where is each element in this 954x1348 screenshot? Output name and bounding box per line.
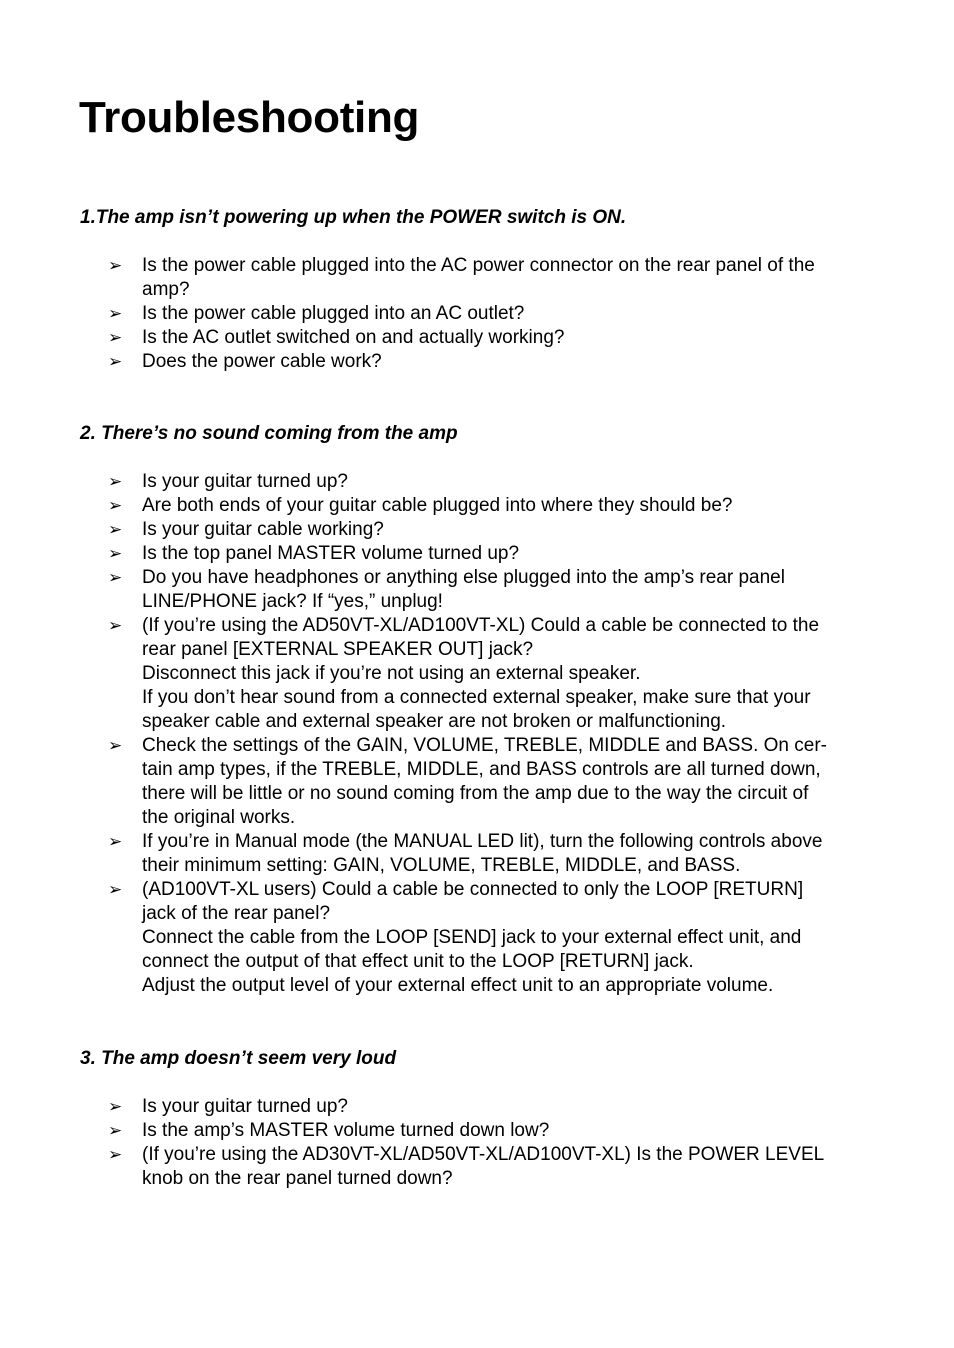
bullet-arrow-icon: ➢ <box>108 568 123 587</box>
item-text-line: there will be little or no sound coming from the amp due to the way the circuit of <box>142 783 809 804</box>
troubleshooting-item <box>0 350 954 374</box>
troubleshooting-item <box>0 542 954 566</box>
troubleshooting-item <box>0 830 954 878</box>
item-text-line: amp? <box>142 279 190 300</box>
bullet-arrow-icon: ➢ <box>108 1145 123 1164</box>
item-text-line: Does the power cable work? <box>142 351 382 372</box>
bullet-arrow-icon: ➢ <box>108 832 123 851</box>
troubleshooting-item <box>0 1095 954 1119</box>
item-text-line: Are both ends of your guitar cable plugged into where they should be? <box>142 495 733 516</box>
bullet-arrow-icon: ➢ <box>108 880 123 899</box>
troubleshooting-item <box>0 518 954 542</box>
item-text-line: Is your guitar turned up? <box>142 1096 348 1117</box>
bullet-arrow-icon: ➢ <box>108 736 123 755</box>
item-text-line: Connect the cable from the LOOP [SEND] jack to your external effect unit, and <box>142 927 802 948</box>
troubleshooting-item <box>0 302 954 326</box>
bullet-arrow-icon: ➢ <box>108 352 123 371</box>
item-text-line: Is the AC outlet switched on and actually working? <box>142 327 565 348</box>
item-text-line: Is your guitar cable working? <box>142 519 384 540</box>
item-text-line: knob on the rear panel turned down? <box>142 1168 453 1189</box>
item-text-line: (If you’re using the AD30VT-XL/AD50VT-XL/AD100VT-XL) Is the POWER LEVEL <box>142 1144 825 1165</box>
item-text-line: jack of the rear panel? <box>142 903 331 924</box>
item-text-line: Is the power cable plugged into an AC outlet? <box>142 303 525 324</box>
bullet-arrow-icon: ➢ <box>108 544 123 563</box>
troubleshooting-item <box>0 614 954 734</box>
item-text-line: If you don’t hear sound from a connected external speaker, make sure that your <box>142 687 811 708</box>
bullet-arrow-icon: ➢ <box>108 1097 123 1116</box>
bullet-arrow-icon: ➢ <box>108 328 123 347</box>
item-text-line: connect the output of that effect unit to the LOOP [RETURN] jack. <box>142 951 694 972</box>
bullet-arrow-icon: ➢ <box>108 256 123 275</box>
section-2-list <box>0 470 954 998</box>
item-text-line: If you’re in Manual mode (the MANUAL LED lit), turn the following controls above <box>142 831 823 852</box>
troubleshooting-item <box>0 470 954 494</box>
section-1-heading: 1.The amp isn’t powering up when the POWER switch is ON. <box>80 207 627 228</box>
item-text-line: speaker cable and external speaker are not broken or malfunctioning. <box>142 711 727 732</box>
item-text-line: their minimum setting: GAIN, VOLUME, TREBLE, MIDDLE, and BASS. <box>142 855 741 876</box>
section-2-heading: 2. There’s no sound coming from the amp <box>80 423 458 444</box>
item-text-line: Check the settings of the GAIN, VOLUME, TREBLE, MIDDLE and BASS. On cer- <box>142 735 827 756</box>
item-text-line: Adjust the output level of your external effect unit to an appropriate volume. <box>142 975 774 996</box>
item-text-line: Is your guitar turned up? <box>142 471 348 492</box>
troubleshooting-item <box>0 878 954 998</box>
troubleshooting-item <box>0 494 954 518</box>
item-text-line: Do you have headphones or anything else plugged into the amp’s rear panel <box>142 567 785 588</box>
bullet-arrow-icon: ➢ <box>108 496 123 515</box>
item-text-line: Is the amp’s MASTER volume turned down low? <box>142 1120 550 1141</box>
bullet-arrow-icon: ➢ <box>108 304 123 323</box>
bullet-arrow-icon: ➢ <box>108 472 123 491</box>
bullet-arrow-icon: ➢ <box>108 616 123 635</box>
section-1-list <box>0 254 954 374</box>
item-text-line: LINE/PHONE jack? If “yes,” unplug! <box>142 591 443 612</box>
item-text-line: Disconnect this jack if you’re not using an external speaker. <box>142 663 641 684</box>
troubleshooting-item <box>0 1143 954 1191</box>
item-text-line: the original works. <box>142 807 296 828</box>
item-text-line: (If you’re using the AD50VT-XL/AD100VT-XL) Could a cable be connected to the <box>142 615 820 636</box>
troubleshooting-item <box>0 734 954 830</box>
section-3-heading: 3. The amp doesn’t seem very loud <box>80 1048 397 1069</box>
item-text-line: (AD100VT-XL users) Could a cable be connected to only the LOOP [RETURN] <box>142 879 804 900</box>
item-text-line: Is the power cable plugged into the AC power connector on the rear panel of the <box>142 255 815 276</box>
item-text-line: tain amp types, if the TREBLE, MIDDLE, and BASS controls are all turned down, <box>142 759 821 780</box>
bullet-arrow-icon: ➢ <box>108 520 123 539</box>
troubleshooting-item <box>0 326 954 350</box>
item-text-line: rear panel [EXTERNAL SPEAKER OUT] jack? <box>142 639 534 660</box>
bullet-arrow-icon: ➢ <box>108 1121 123 1140</box>
item-text-line: Is the top panel MASTER volume turned up? <box>142 543 520 564</box>
troubleshooting-item <box>0 1119 954 1143</box>
troubleshooting-item <box>0 566 954 614</box>
page-title: Troubleshooting <box>79 93 420 142</box>
section-3-list <box>0 1095 954 1191</box>
troubleshooting-item <box>0 254 954 302</box>
